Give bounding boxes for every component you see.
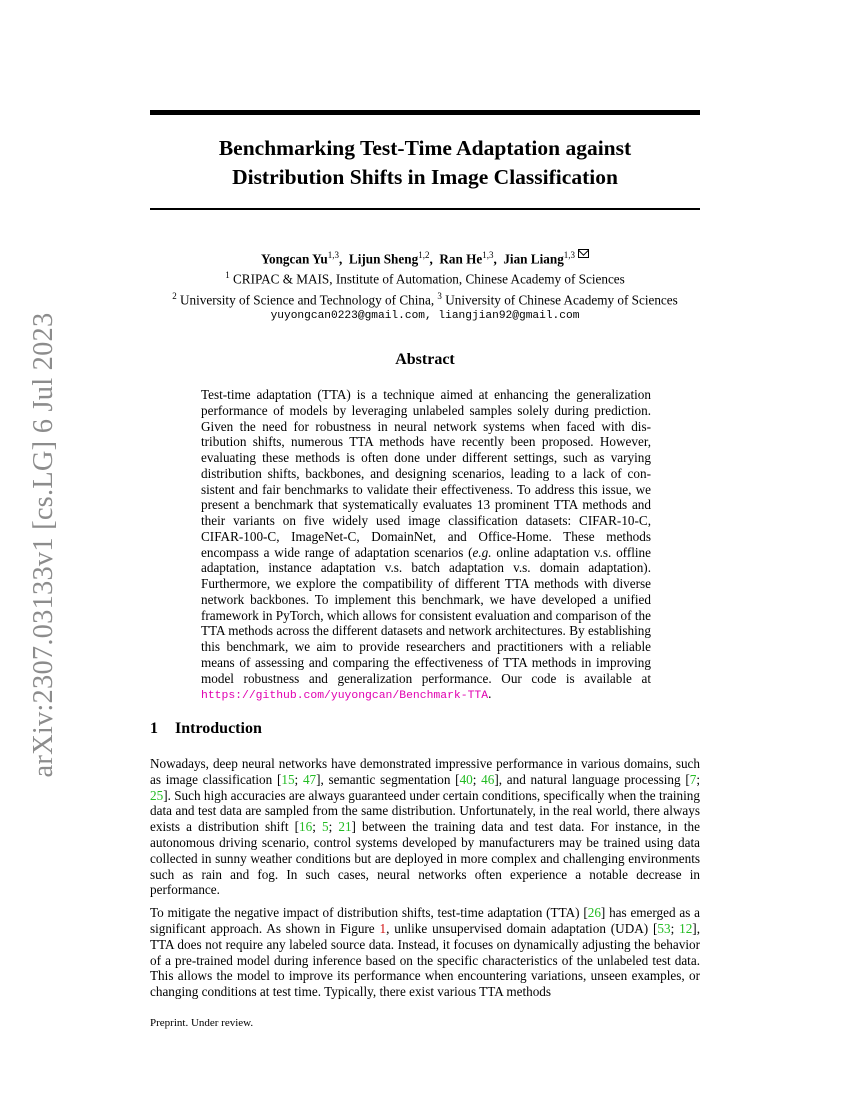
citation-separator: ;: [328, 819, 339, 835]
author-name: Jian Liang: [503, 251, 564, 267]
abstract-body: [201, 387, 651, 705]
intro-text: Nowadays, deep neural networks have demonstrated impressive performance in various domains, such as image classification [: [150, 756, 700, 787]
citation-separator: ;: [696, 771, 700, 787]
author-block: [150, 247, 700, 325]
citation-link[interactable]: 16: [299, 819, 313, 835]
citation-separator: ;: [312, 819, 322, 835]
intro-text: ], semantic segmentation [: [316, 771, 460, 787]
affiliation-number: 2: [172, 290, 177, 301]
citation-link[interactable]: 15: [281, 771, 295, 787]
intro-text: ], and natural language processing [: [494, 771, 690, 787]
affiliation-line-2: [150, 288, 700, 308]
affiliation-text: University of Science and Technology of China,: [180, 292, 435, 308]
affiliation-text: CRIPAC & MAIS, Institute of Automation, Chinese Academy of Sciences: [232, 271, 625, 287]
abstract-text: Test-time adaptation (TTA) is a technique aimed at enhancing the generalization performance of models by leveraging unlabeled samples solely during prediction. Given the need for robustness in neural network systems when faced with distribution shifts, numerous TTA methods have recently been proposed. However, evaluating these methods is often done under different settings, such as varying distribution shifts, backbones, and designing scenarios, leading to a lack of consistent and fair benchmarks to validate their effectiveness. To address this issue, we present a benchmark that systematically evaluates 13 prominent TTA methods and their variants on five widely used image classification datasets: CIFAR-10-C, CIFAR-100-C, ImageNet-C, DomainNet, and Office-Home. These methods encompass a wide range of adaptation scenarios (: [201, 387, 651, 560]
section-number: 1: [150, 720, 158, 737]
author-name: Ran He: [439, 251, 483, 267]
citation-separator: ;: [294, 771, 303, 787]
citation-link[interactable]: 26: [587, 905, 601, 921]
citation-link[interactable]: 46: [481, 771, 495, 787]
citation-link[interactable]: 21: [338, 819, 352, 835]
author-names: Yongcan Yu$^{1,3}$, Lijun Sheng$^{1,2}$, Ran He$^{1,3}$, Jian Liang$^{1,3}$: [150, 247, 700, 267]
section-heading-introduction: [150, 720, 262, 738]
code-repository-link[interactable]: https://github.com/yuyongcan/Benchmark-TTA: [201, 690, 489, 703]
citation-link[interactable]: 12: [679, 920, 693, 936]
affiliation-number: 3: [437, 290, 442, 301]
abstract-paragraph: [201, 387, 651, 705]
title-bottom-rule: [150, 208, 700, 210]
affiliation-number: 1: [225, 270, 230, 281]
citation-separator: ;: [472, 771, 482, 787]
citation-link[interactable]: 5: [321, 819, 329, 835]
abstract-end: .: [488, 686, 492, 702]
title-top-rule: [150, 110, 700, 115]
title-line-2: Distribution Shifts in Image Classification: [232, 165, 618, 189]
figure-reference-link[interactable]: 1: [379, 920, 387, 936]
citation-separator: ;: [670, 920, 680, 936]
intro-paragraph-1: [150, 756, 700, 898]
preprint-footer: Preprint. Under review.: [150, 1017, 254, 1029]
citation-link[interactable]: 40: [459, 771, 473, 787]
intro-paragraph-2: [150, 905, 700, 1000]
citation-link[interactable]: 53: [657, 920, 671, 936]
abstract-heading: Abstract: [395, 351, 455, 368]
author-affiliation-marker: 1,3: [327, 250, 340, 260]
author-affiliation-marker: 1,2: [418, 250, 430, 260]
citation-link[interactable]: 7: [689, 771, 697, 787]
affiliation-text: University of Chinese Academy of Sciences: [445, 292, 678, 308]
introduction-body: [150, 756, 700, 1007]
corresponding-author-envelope-icon: [578, 249, 589, 258]
paper-title: [150, 134, 700, 192]
intro-text: To mitigate the negative impact of distribution shifts, test-time adaptation (TTA) [: [150, 905, 588, 921]
citation-link[interactable]: 25: [150, 787, 164, 803]
intro-text: ]. Such high accuracies are always guaranteed under certain conditions, specifically when the training data and test data are sampled from the same distribution. Unfortunately, in the real world, there always exists a distribution shift [: [150, 787, 700, 835]
author-emails: yuyongcan0223@gmail.com, liangjian92@gmail.com: [270, 310, 580, 323]
author-affiliation-marker: 1,3: [563, 250, 576, 260]
arxiv-identifier: arXiv:2307.03133v1 [cs.LG] 6 Jul 2023: [28, 312, 59, 778]
intro-text: ] between the training data and test data. For instance, in the autonomous driving scenario, control systems developed by manufacturers may be trained using data collected in sunny weather conditions but are deployed in more complex and challenging environments such as rain and fog. In such cases, neural networks often experience a notable decrease in performance.: [150, 819, 700, 898]
section-title: Introduction: [175, 720, 262, 737]
author-name: Yongcan Yu: [260, 251, 328, 267]
affiliation-line-1: [150, 267, 700, 287]
author-name: Lijun Sheng: [348, 251, 419, 267]
title-line-1: Benchmarking Test-Time Adaptation against: [218, 136, 632, 160]
intro-text: , unlike unsupervised domain adaptation (UDA) [: [386, 920, 658, 936]
abstract-text: online adaptation v.s. offline adaptation, instance adaptation v.s. batch adaptation v.s. domain adaptation). Furthermore, we explore the compatibility of different TTA methods with diverse network backbones. To implement this benchmark, we have developed a unified framework in PyTorch, which allows for consistent evaluation and comparison of the TTA methods across the different datasets and network architectures. By establishing this benchmark, we aim to provide researchers and practitioners with a reliable means of assessing and comparing the effectiveness of TTA methods in improving model robustness and generalization performance. Our code is available at: [201, 544, 651, 686]
author-affiliation-marker: 1,3: [482, 250, 494, 260]
abstract-eg: e.g.: [472, 544, 492, 560]
intro-text: ], TTA does not require any labeled source data. Instead, it focuses on dynamically adjusting the behavior of a pre-trained model during inference based on the specific characteristics of the unlabeled test data. This allows the model to improve its performance when encountering variations, unseen examples, or changing conditions at test time. Typically, there exist various TTA methods: [150, 920, 700, 1000]
intro-text: ] has emerged as a significant approach. As shown in Figure: [150, 905, 701, 936]
citation-link[interactable]: 47: [302, 771, 317, 787]
